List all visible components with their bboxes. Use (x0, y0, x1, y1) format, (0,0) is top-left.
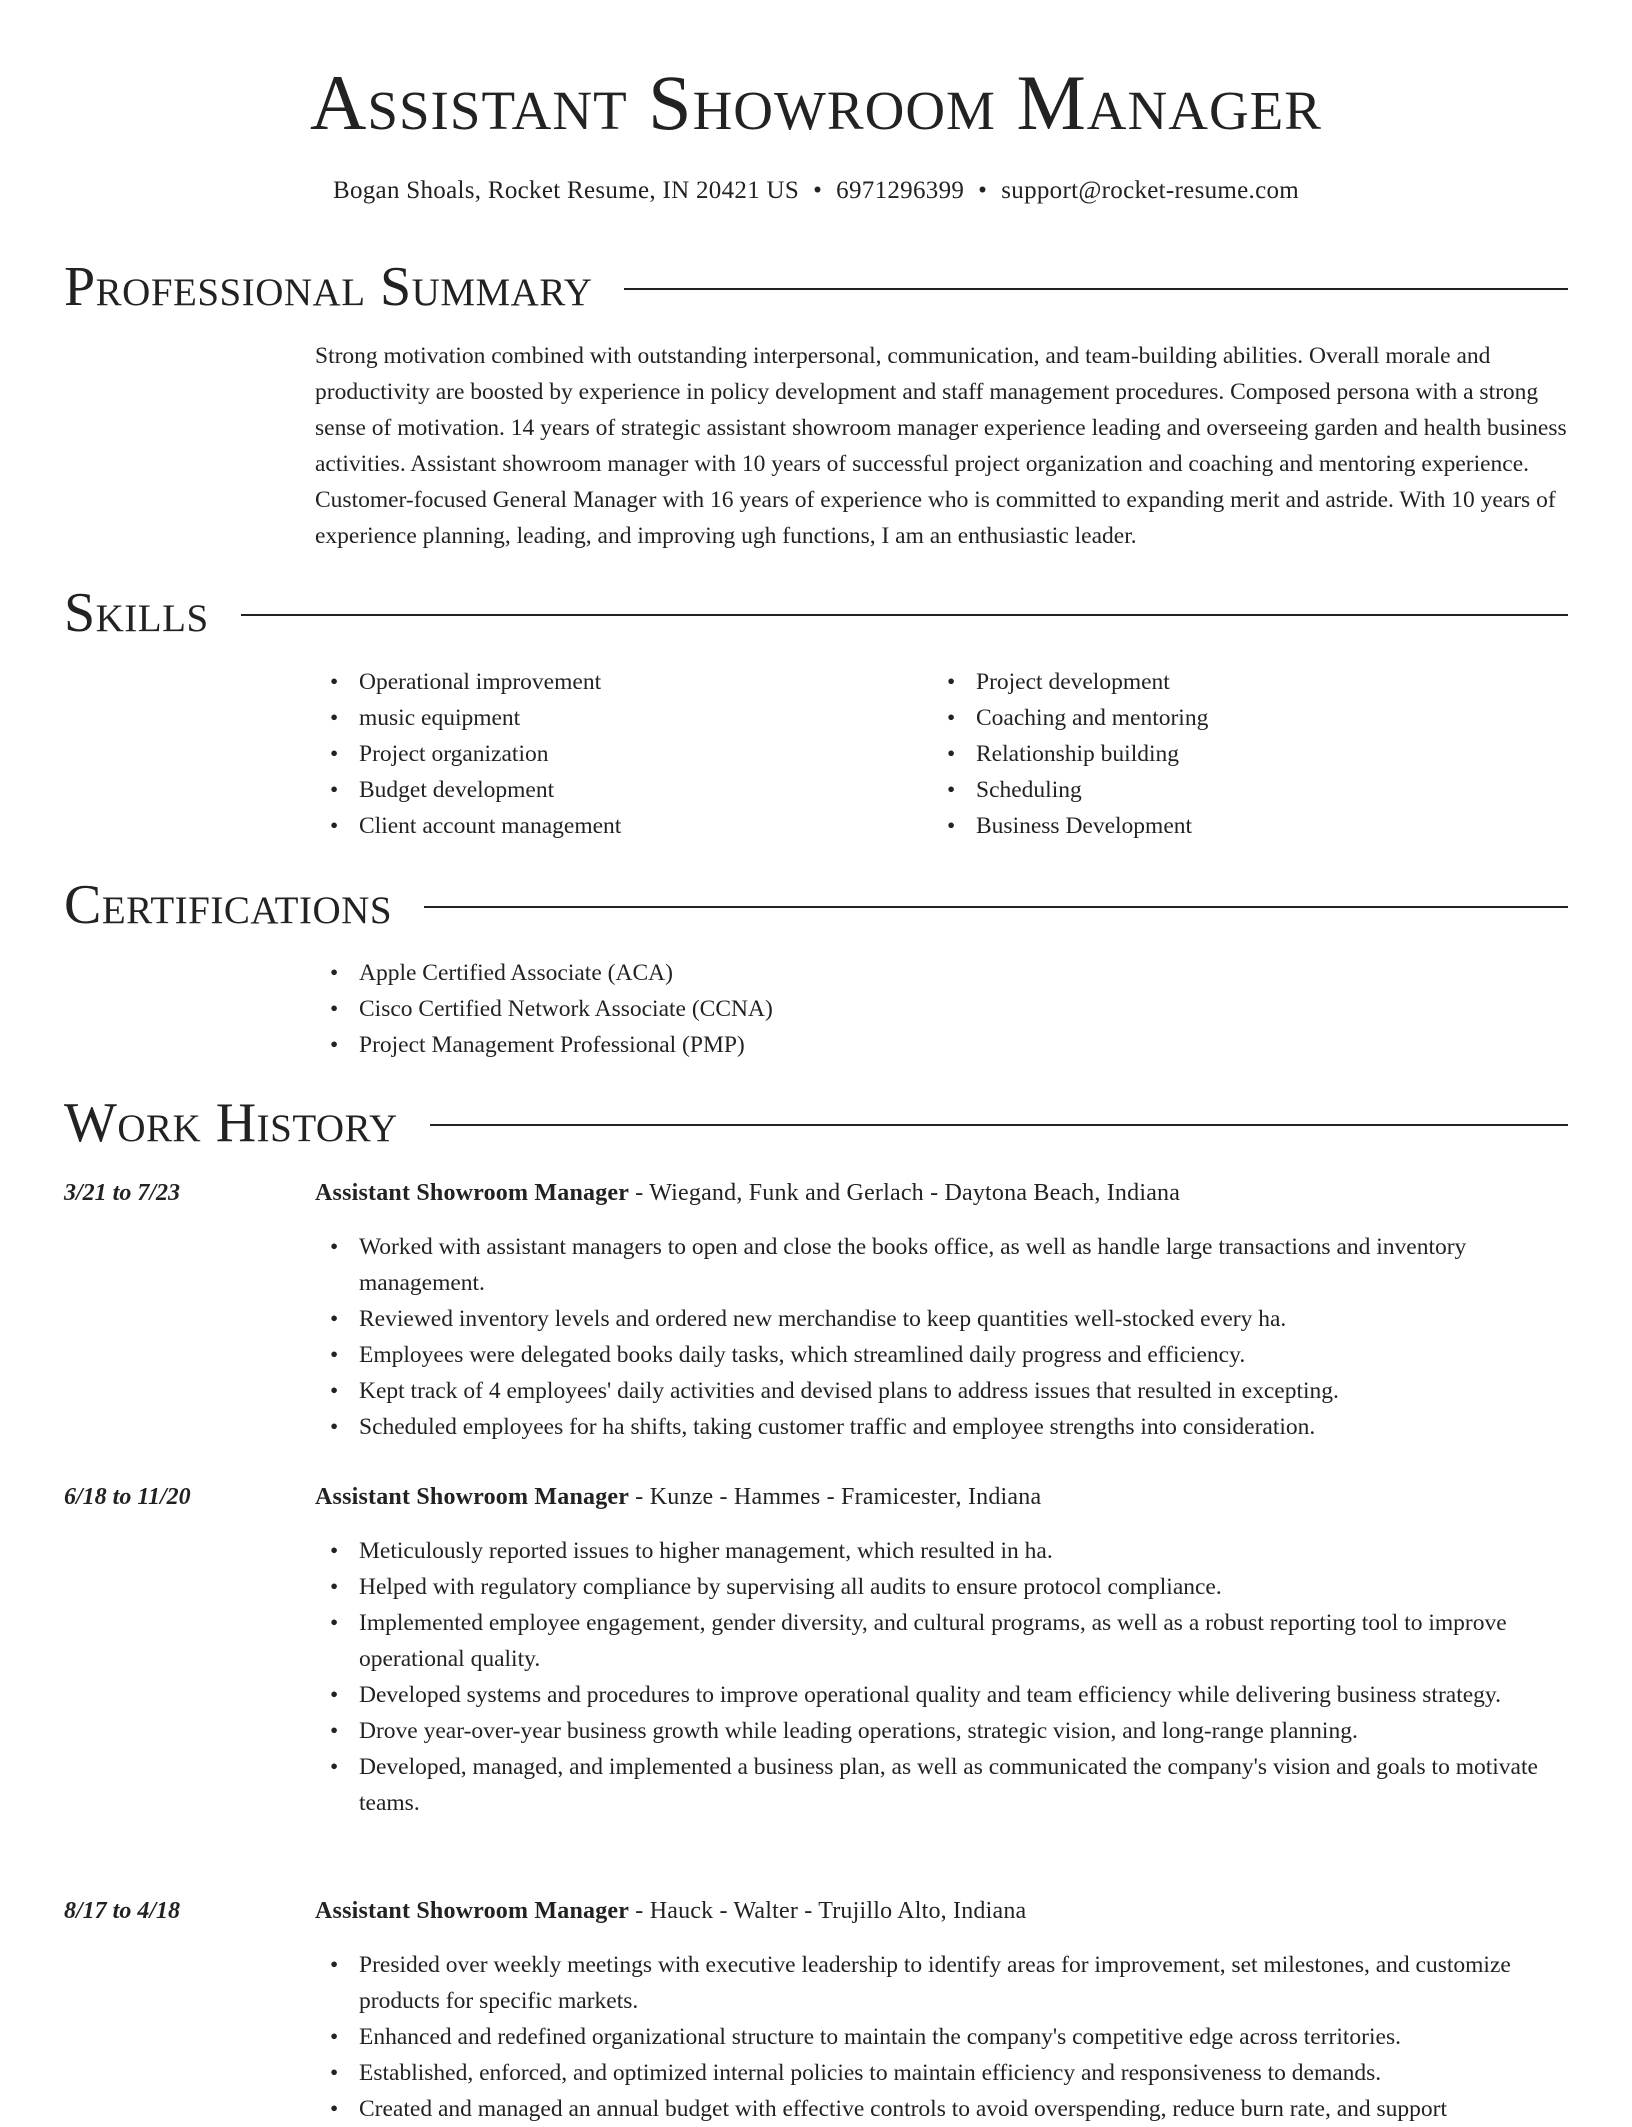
job-bullets (315, 1533, 1570, 1821)
job-bullet: • Established, enforced, and optimized internal policies to maintain efficiency and responsiveness to demands. (315, 2055, 1570, 2091)
skill-item: • music equipment (315, 700, 621, 736)
job-bullet: • Scheduled employees for ha shifts, taking customer traffic and employee strengths into consideration. (315, 1409, 1570, 1445)
job-heading (315, 1479, 1041, 1515)
certification-item: • Project Management Professional (PMP) (315, 1027, 773, 1063)
job-bullet: • Worked with assistant managers to open and close the books office, as well as handle large transactions and inventory management. (315, 1229, 1570, 1301)
resume-title: Assistant Showroom Manager (310, 59, 1322, 146)
job-bullet: • Drove year-over-year business growth while leading operations, strategic vision, and long-range planning. (315, 1713, 1570, 1749)
job-role: Assistant Showroom Manager (315, 1180, 630, 1206)
job-dates: 3/21 to 7/23 (64, 1180, 181, 1206)
job-bullet: • Enhanced and redefined organizational structure to maintain the company's competitive edge across territories. (315, 2019, 1570, 2055)
section-header-certifications (64, 873, 1568, 937)
skill-item: • Coaching and mentoring (932, 700, 1208, 736)
contact-separator: • (978, 177, 988, 204)
section-divider (241, 614, 1568, 616)
section-header-work-history (64, 1091, 1568, 1155)
skill-item: • Operational improvement (315, 664, 621, 700)
certification-item: • Apple Certified Associate (ACA) (315, 955, 773, 991)
job-bullets (315, 1947, 1570, 2127)
section-divider (424, 906, 1568, 908)
contact-phone: 6971296399 (836, 177, 965, 204)
contact-address: Bogan Shoals, Rocket Resume, IN 20421 US (332, 177, 800, 204)
job-bullet: • Employees were delegated books daily tasks, which streamlined daily progress and efficiency. (315, 1337, 1570, 1373)
section-title: Work History (64, 1092, 398, 1154)
job-details: - Wiegand, Funk and Gerlach - Daytona Beach, Indiana (629, 1180, 1181, 1206)
certification-item: • Cisco Certified Network Associate (CCNA) (315, 991, 773, 1027)
section-divider (624, 288, 1568, 290)
skill-item: • Budget development (315, 772, 621, 808)
section-header-summary (64, 255, 1568, 319)
job-bullet: • Presided over weekly meetings with executive leadership to identify areas for improvement, set milestones, and customize products for specific markets. (315, 1947, 1570, 2019)
job-role: Assistant Showroom Manager (315, 1898, 630, 1924)
job-details: - Hauck - Walter - Trujillo Alto, Indiana (629, 1898, 1027, 1924)
contact-separator: • (813, 177, 823, 204)
job-dates: 6/18 to 11/20 (64, 1484, 191, 1510)
section-header-skills (64, 581, 1568, 645)
certifications-list (315, 955, 773, 1063)
job-bullet: • Developed, managed, and implemented a business plan, as well as communicated the company's vision and goals to motivate teams. (315, 1749, 1570, 1821)
job-bullets (315, 1229, 1570, 1445)
skill-item: • Project development (932, 664, 1208, 700)
skill-item: • Relationship building (932, 736, 1208, 772)
skills-list-right (932, 664, 1208, 844)
section-title: Certifications (64, 874, 393, 936)
job-bullet: • Created and managed an annual budget with effective controls to avoid overspending, reduce burn rate, and support (315, 2091, 1570, 2127)
job-heading (315, 1175, 1180, 1211)
skill-item: • Client account management (315, 808, 621, 844)
job-bullet: • Reviewed inventory levels and ordered new merchandise to keep quantities well-stocked every ha. (315, 1301, 1570, 1337)
job-bullet: • Helped with regulatory compliance by supervising all audits to ensure protocol compliance. (315, 1569, 1570, 1605)
skills-list-left (315, 664, 621, 844)
contact-email: support@rocket-resume.com (1001, 177, 1300, 204)
job-dates: 8/17 to 4/18 (64, 1898, 181, 1924)
skill-item: • Business Development (932, 808, 1208, 844)
section-divider (430, 1124, 1568, 1126)
job-details: - Kunze - Hammes - Framicester, Indiana (629, 1484, 1042, 1510)
section-title: Professional Summary (64, 256, 593, 318)
summary-paragraph: Strong motivation combined with outstanding interpersonal, communication, and team-building abilities. Overall morale and productivity are boosted by experience in policy development and staff management procedures. Composed persona with a strong sense of motivation. 14 years of strategic assistant showroom manager experience leading and overseeing garden and health business activities. Assistant showroom manager with 10 years of successful project organization and coaching and mentoring experience. Customer-focused General Manager with 16 years of experience who is committed to expanding merit and astride. With 10 years of experience planning, leading, and improving ugh functions, I am an enthusiastic leader. (315, 343, 1567, 549)
skill-item: • Project organization (315, 736, 621, 772)
job-bullet: • Meticulously reported issues to higher management, which resulted in ha. (315, 1533, 1570, 1569)
job-bullet: • Developed systems and procedures to improve operational quality and team efficiency while delivering business strategy. (315, 1677, 1570, 1713)
job-heading (315, 1893, 1026, 1929)
job-bullet: • Kept track of 4 employees' daily activities and devised plans to address issues that resulted in excepting. (315, 1373, 1570, 1409)
contact-line (0, 174, 1632, 208)
section-title: Skills (64, 582, 209, 644)
job-role: Assistant Showroom Manager (315, 1484, 630, 1510)
skill-item: • Scheduling (932, 772, 1208, 808)
job-bullet: • Implemented employee engagement, gender diversity, and cultural programs, as well as a robust reporting tool to improve operational quality. (315, 1605, 1570, 1677)
